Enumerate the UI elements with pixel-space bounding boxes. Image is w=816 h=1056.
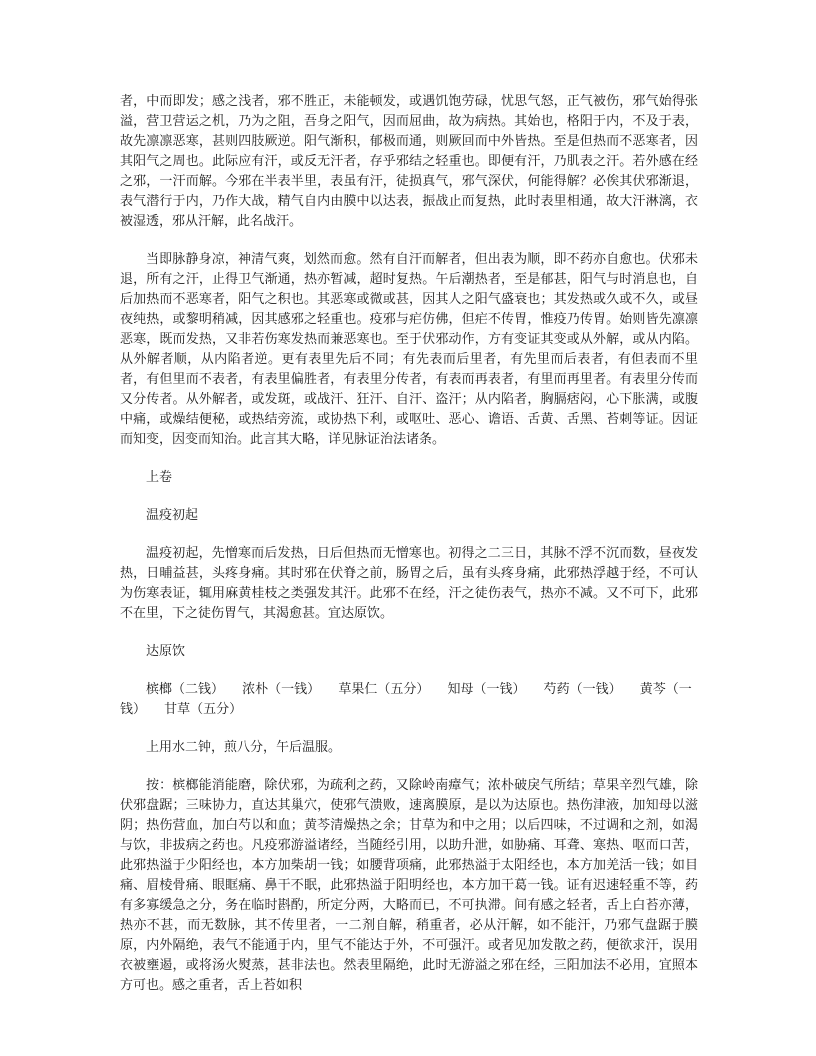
paragraph-continuation: 者，中而即发；感之浅者，邪不胜正，未能顿发，或遇饥饱劳碌，忧思气怒，正气被伤，邪气始得张溢，营卫营运之机，乃为之阻，吾身之阳气，因而屈曲，故为病热。其始也，格阳于内，不及于表，故先凛凛恶寒，甚则四肢厥逆。阳气渐积，郁极而通，则厥回而中外皆热。至是但热而不恶寒者，因其阳气之周也。此际应有汗，或反无汗者，存乎邪结之轻重也。即便有汗，乃肌表之汗。若外感在经之邪，一汗而解。今邪在半表半里，表虽有汗，徒损真气，邪气深伏，何能得解？必俟其伏邪渐退，表气潜行于内，乃作大战，精气自内由膜中以达表，振战止而复热，此时表里相通，故大汗淋漓，衣被湿透，邪从汗解，此名战汗。 [120,94,698,229]
preparation-instructions: 上用水二钟，煎八分，午后温服。 [146,740,342,755]
herb-item: 黄芩（一钱） [120,682,692,717]
document-page [120,92,698,1014]
paragraph-fever-resolution: 当即脉静身凉，神清气爽，划然而愈。然有自汗而解者，但出表为顺，即不药亦自愈也。伏邪未退，所有之汗，止得卫气渐通，热亦暂减，超时复热。午后潮热者，至是郁甚，阳气与时消息也，自后加热而不恶寒者，阳气之积也。其恶寒或微或甚，因其人之阳气盛衰也；其发热或久或不久，或昼夜纯热，或黎明稍减，因其感邪之轻重也。疫邪与疟仿佛，但疟不传胃，惟疫乃传胃。始则皆先凛凛恶寒，既而发热，又非若伤寒发热而兼恶寒也。至于伏邪动作，方有变证其变或从外解，或从内陷。从外解者顺，从内陷者逆。更有表里先后不同；有先表而后里者，有先里而后表者，有但表而不里者，有但里而不表者，有表里偏胜者，有表里分传者，有表而再表者，有里而再里者。有表里分传而又分传者。从外解者，或发斑，或战汗、狂汗、自汗、盗汗；从内陷者，胸膈痞闷，心下胀满，或腹中痛，或燥结便秘，或热结旁流，或协热下利，或呕吐、恶心、谵语、舌黄、舌黑、苔刺等证。因证而知变，因变而知治。此言其大略，详见脉证治法诸条。 [120,252,698,447]
commentary-paragraph: 按：槟榔能消能磨，除伏邪，为疏利之药，又除岭南瘴气；浓朴破戾气所结；草果辛烈气雄，除伏邪盘踞；三味协力，直达其巢穴，使邪气溃败，速离膜原，是以为达原也。热伤津液，加知母以滋阴；热伤营血，加白芍以和血；黄芩清燥热之余；甘草为和中之用；以后四味，不过调和之剂，如渴与饮，非拔病之药也。凡疫邪游溢诸经，当随经引用，以助升泄，如胁痛、耳聋、寒热、呕而口苦，此邪热溢于少阳经也，本方加柴胡一钱；如腰背项痛，此邪热溢于太阳经也，本方加羌活一钱；如目痛、眉棱骨痛、眼眶痛、鼻干不眠，此邪热溢于阳明经也，本方加干葛一钱。证有迟速轻重不等，药有多寡缓急之分，务在临时斟酌，所定分两，大略而已，不可执滞。间有感之轻者，舌上白苔亦薄，热亦不甚，而无数脉，其不传里者，一二剂自解，稍重者，必从汗解，如不能汗，乃邪气盘踞于膜原，内外隔绝，表气不能通于内，里气不能达于外，不可强汗。或者见加发散之药，便欲求汗，误用衣被壅遏，或将汤火熨蒸，甚非法也。然表里隔绝，此时无游溢之邪在经，三阳加法不必用，宜照本方可也。感之重者，舌上苔如积 [120,778,698,993]
formula-heading: 达原饮 [146,644,186,659]
herb-item: 知母（一钱） [447,682,526,697]
section-heading: 温疫初起 [146,508,199,523]
herb-item: 芍药（一钱） [543,682,622,697]
volume-heading: 上卷 [146,470,173,485]
herb-item: 槟榔（二钱） [146,682,225,697]
herb-item: 草果仁（五分） [338,682,430,697]
herb-item: 甘草（五分） [164,702,243,717]
herb-item: 浓朴（一钱） [242,682,321,697]
section-body: 温疫初起，先憎寒而后发热，日后但热而无憎寒也。初得之二三日，其脉不浮不沉而数，昼夜发热，日晡益甚，头疼身痛。其时邪在伏脊之前，肠胃之后，虽有头疼身痛，此邪热浮越于经，不可认为伤寒表证，辄用麻黄桂枝之类强发其汗。此邪不在经，汗之徒伤表气，热亦不减。又不可下，此邪不在里，下之徒伤胃气，其渴愈甚。宜达原饮。 [120,546,698,621]
herb-list [120,680,698,720]
